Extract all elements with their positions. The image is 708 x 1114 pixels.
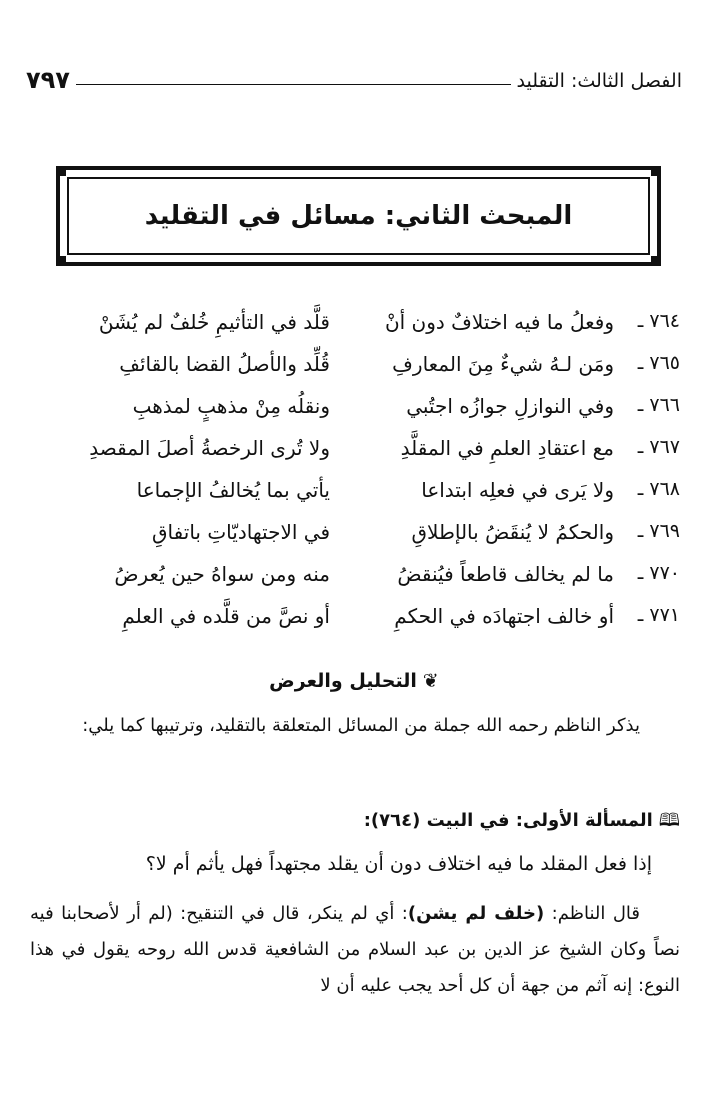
issue-heading-text: المسألة الأولى: في البيت (٧٦٤):	[363, 810, 653, 831]
analysis-heading	[0, 670, 708, 692]
frame-corner	[651, 166, 661, 176]
verse-number: ٧٧١ ـ	[637, 604, 680, 626]
verse-number: ٧٦٦ ـ	[637, 394, 680, 416]
section-title: المبحث الثاني: مسائل في التقليد	[144, 201, 573, 231]
verse	[0, 388, 708, 428]
verse-first-hemistich: ومَن لـهُ شيءٌ مِنَ المعارفِ	[392, 352, 614, 376]
header-rule	[76, 84, 511, 85]
issue-heading	[30, 808, 680, 838]
verse-number: ٧٦٧ ـ	[637, 436, 680, 458]
verse-number: ٧٦٩ ـ	[637, 520, 680, 542]
verse-second-hemistich: يأتي بما يُخالفُ الإجماعا	[136, 478, 330, 502]
verse	[0, 472, 708, 512]
verse-first-hemistich: أو خالف اجتهادَه في الحكمِ	[394, 604, 614, 628]
page-header	[26, 58, 682, 92]
commentary-paragraph	[30, 896, 680, 1004]
verse-first-hemistich: ولا يَرى في فعلِه ابتداعا	[421, 478, 614, 502]
verse-first-hemistich: مع اعتقادِ العلمِ في المقلَّدِ	[400, 436, 614, 460]
section-title-frame	[56, 166, 661, 266]
verse-number: ٧٧٠ ـ	[637, 562, 680, 584]
quoted-phrase: (خلف لم يشن)	[407, 903, 545, 924]
verse-number: ٧٦٨ ـ	[637, 478, 680, 500]
intro-paragraph: يذكر الناظم رحمه الله جملة من المسائل المتعلقة بالتقليد، وترتيبها كما يلي:	[82, 715, 640, 736]
verse	[0, 598, 708, 638]
verse-second-hemistich: ونقلُه مِنْ مذهبٍ لمذهبِ	[132, 394, 330, 418]
verse	[0, 514, 708, 554]
verse-second-hemistich: منه ومن سواهُ حين يُعرضُ	[114, 562, 330, 586]
verse-first-hemistich: وفعلُ ما فيه اختلافٌ دون أنْ	[384, 310, 614, 334]
frame-corner	[56, 166, 66, 176]
verse-second-hemistich: قلَّد في التأثيمِ خُلفٌ لم يُشَنْ	[98, 310, 330, 334]
page-number: ٧٩٧	[26, 66, 70, 94]
frame-corner	[651, 256, 661, 266]
section-title-inner	[67, 177, 650, 255]
verse-second-hemistich: قُلِّد والأصلُ القضا بالقائفِ	[119, 352, 330, 376]
frame-corner	[56, 256, 66, 266]
verse-second-hemistich: ولا تُرى الرخصةُ أصلَ المقصدِ	[89, 436, 330, 460]
verse	[0, 304, 708, 344]
verse	[0, 430, 708, 470]
ornament-leaf-icon: ❦	[422, 670, 439, 692]
commentary-text: : أي لم ينكر، قال في التنقيح: (لم أر لأصحابنا فيه نصاً وكان الشيخ عز الدين بن عبد السلام من الشافعية قدس الله روحه يقول في هذا النوع: إنه آثم من جهة أن كل أحد يجب عليه أن لا	[30, 903, 680, 996]
chapter-title: الفصل الثالث: التقليد	[516, 70, 682, 92]
verse-first-hemistich: والحكمُ لا يُنقَضُ بالإطلاقِ	[411, 520, 614, 544]
analysis-heading-text: التحليل والعرض	[269, 670, 417, 692]
verse-first-hemistich: وفي النوازلِ جوازُه اجتُبي	[406, 394, 614, 418]
open-book-icon: 🕮	[658, 810, 680, 831]
commentary-intro: قال الناظم:	[544, 903, 641, 924]
verse-second-hemistich: أو نصَّ من قلَّده في العلمِ	[122, 604, 330, 628]
verse	[0, 556, 708, 596]
issue-question: إذا فعل المقلد ما فيه اختلاف دون أن يقلد مجتهداً فهل يأثم أم لا؟	[145, 853, 652, 875]
verse-second-hemistich: في الاجتهاديّاتِ باتفاقِ	[152, 520, 330, 544]
verse	[0, 346, 708, 386]
verse-number: ٧٦٥ ـ	[637, 352, 680, 374]
verse-first-hemistich: ما لم يخالف قاطعاً فيُنقضُ	[397, 562, 614, 586]
verse-number: ٧٦٤ ـ	[637, 310, 680, 332]
